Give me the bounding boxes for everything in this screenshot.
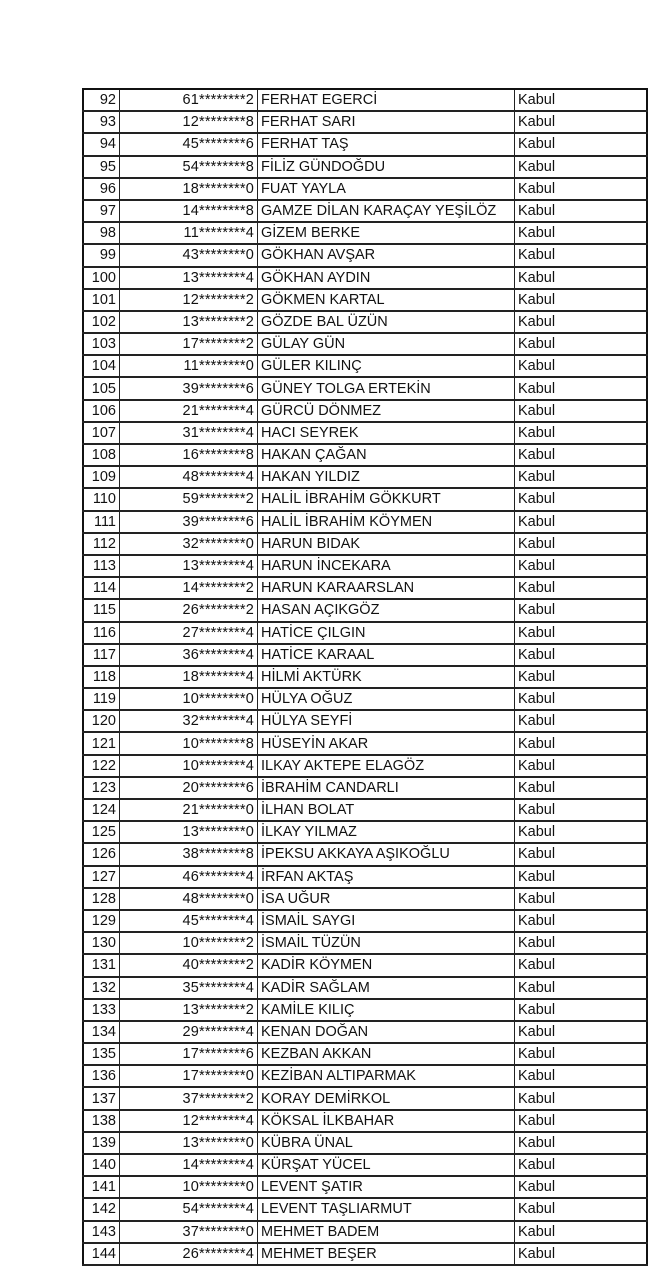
row-number-cell: 129 [83,910,120,932]
masked-id-cell: 17********0 [120,1065,258,1087]
full-name-cell: İSMAİL SAYGI [258,910,515,932]
table-row [83,1110,647,1132]
row-number-cell: 144 [83,1243,120,1265]
status-cell: Kabul [515,1221,648,1243]
row-number-cell: 126 [83,843,120,865]
masked-id-cell: 45********4 [120,910,258,932]
table-row [83,444,647,466]
row-number-cell: 143 [83,1221,120,1243]
masked-id-cell: 10********8 [120,732,258,754]
table-row [83,1043,647,1065]
status-cell: Kabul [515,377,648,399]
row-number-cell: 132 [83,977,120,999]
full-name-cell: HALİL İBRAHİM KÖYMEN [258,511,515,533]
full-name-cell: KADİR KÖYMEN [258,954,515,976]
full-name-cell: İSA UĞUR [258,888,515,910]
masked-id-cell: 39********6 [120,511,258,533]
masked-id-cell: 10********2 [120,932,258,954]
status-cell: Kabul [515,133,648,155]
table-row [83,599,647,621]
masked-id-cell: 20********6 [120,777,258,799]
full-name-cell: GÖKHAN AYDIN [258,267,515,289]
full-name-cell: İRFAN AKTAŞ [258,866,515,888]
status-cell: Kabul [515,555,648,577]
table-row [83,1087,647,1109]
table-row [83,355,647,377]
status-cell: Kabul [515,910,648,932]
row-number-cell: 102 [83,311,120,333]
masked-id-cell: 32********4 [120,710,258,732]
status-cell: Kabul [515,732,648,754]
masked-id-cell: 17********6 [120,1043,258,1065]
full-name-cell: KORAY DEMİRKOL [258,1087,515,1109]
full-name-cell: HALİL İBRAHİM GÖKKURT [258,488,515,510]
row-number-cell: 106 [83,400,120,422]
masked-id-cell: 10********0 [120,688,258,710]
row-number-cell: 107 [83,422,120,444]
row-number-cell: 133 [83,999,120,1021]
row-number-cell: 122 [83,755,120,777]
status-cell: Kabul [515,444,648,466]
status-cell: Kabul [515,422,648,444]
masked-id-cell: 45********6 [120,133,258,155]
full-name-cell: HAKAN YILDIZ [258,466,515,488]
full-name-cell: KADİR SAĞLAM [258,977,515,999]
masked-id-cell: 18********4 [120,666,258,688]
masked-id-cell: 21********0 [120,799,258,821]
masked-id-cell: 39********6 [120,377,258,399]
table-row [83,777,647,799]
full-name-cell: HARUN KARAARSLAN [258,577,515,599]
full-name-cell: FİLİZ GÜNDOĞDU [258,156,515,178]
status-cell: Kabul [515,999,648,1021]
row-number-cell: 136 [83,1065,120,1087]
results-table [82,88,648,1266]
masked-id-cell: 12********2 [120,289,258,311]
status-cell: Kabul [515,644,648,666]
full-name-cell: HİLMİ AKTÜRK [258,666,515,688]
full-name-cell: FERHAT SARI [258,111,515,133]
status-cell: Kabul [515,289,648,311]
row-number-cell: 118 [83,666,120,688]
status-cell: Kabul [515,688,648,710]
row-number-cell: 98 [83,222,120,244]
status-cell: Kabul [515,1176,648,1198]
status-cell: Kabul [515,888,648,910]
masked-id-cell: 12********8 [120,111,258,133]
status-cell: Kabul [515,244,648,266]
full-name-cell: GÖKHAN AVŞAR [258,244,515,266]
row-number-cell: 137 [83,1087,120,1109]
status-cell: Kabul [515,200,648,222]
masked-id-cell: 35********4 [120,977,258,999]
masked-id-cell: 16********8 [120,444,258,466]
table-row [83,577,647,599]
full-name-cell: KÜBRA ÜNAL [258,1132,515,1154]
status-cell: Kabul [515,533,648,555]
masked-id-cell: 37********2 [120,1087,258,1109]
masked-id-cell: 61********2 [120,89,258,111]
full-name-cell: GİZEM BERKE [258,222,515,244]
full-name-cell: FUAT YAYLA [258,178,515,200]
row-number-cell: 142 [83,1198,120,1220]
status-cell: Kabul [515,1198,648,1220]
table-row [83,555,647,577]
full-name-cell: İSMAİL TÜZÜN [258,932,515,954]
full-name-cell: KENAN DOĞAN [258,1021,515,1043]
full-name-cell: GAMZE DİLAN KARAÇAY YEŞİLÖZ [258,200,515,222]
full-name-cell: MEHMET BADEM [258,1221,515,1243]
full-name-cell: HÜSEYİN AKAR [258,732,515,754]
status-cell: Kabul [515,1110,648,1132]
full-name-cell: KAMİLE KILIÇ [258,999,515,1021]
table-row [83,799,647,821]
status-cell: Kabul [515,511,648,533]
status-cell: Kabul [515,599,648,621]
masked-id-cell: 54********4 [120,1198,258,1220]
masked-id-cell: 10********0 [120,1176,258,1198]
masked-id-cell: 13********0 [120,821,258,843]
status-cell: Kabul [515,799,648,821]
full-name-cell: MEHMET BEŞER [258,1243,515,1265]
row-number-cell: 111 [83,511,120,533]
status-cell: Kabul [515,755,648,777]
masked-id-cell: 13********2 [120,999,258,1021]
masked-id-cell: 29********4 [120,1021,258,1043]
table-row [83,400,647,422]
status-cell: Kabul [515,355,648,377]
masked-id-cell: 13********0 [120,1132,258,1154]
masked-id-cell: 36********4 [120,644,258,666]
full-name-cell: GÜLER KILINÇ [258,355,515,377]
table-row [83,244,647,266]
table-row [83,821,647,843]
masked-id-cell: 43********0 [120,244,258,266]
status-cell: Kabul [515,1065,648,1087]
masked-id-cell: 14********2 [120,577,258,599]
table-row [83,422,647,444]
masked-id-cell: 26********2 [120,599,258,621]
row-number-cell: 131 [83,954,120,976]
row-number-cell: 130 [83,932,120,954]
row-number-cell: 139 [83,1132,120,1154]
table-row [83,1154,647,1176]
table-row [83,511,647,533]
masked-id-cell: 26********4 [120,1243,258,1265]
row-number-cell: 101 [83,289,120,311]
masked-id-cell: 13********2 [120,311,258,333]
status-cell: Kabul [515,89,648,111]
status-cell: Kabul [515,777,648,799]
row-number-cell: 138 [83,1110,120,1132]
full-name-cell: HATİCE KARAAL [258,644,515,666]
full-name-cell: KÜRŞAT YÜCEL [258,1154,515,1176]
row-number-cell: 103 [83,333,120,355]
table-row [83,622,647,644]
masked-id-cell: 21********4 [120,400,258,422]
table-row [83,1065,647,1087]
row-number-cell: 100 [83,267,120,289]
row-number-cell: 123 [83,777,120,799]
table-row [83,688,647,710]
table-row [83,289,647,311]
masked-id-cell: 32********0 [120,533,258,555]
masked-id-cell: 54********8 [120,156,258,178]
masked-id-cell: 31********4 [120,422,258,444]
table-row [83,1243,647,1265]
masked-id-cell: 48********4 [120,466,258,488]
table-row [83,666,647,688]
full-name-cell: GÜRCÜ DÖNMEZ [258,400,515,422]
status-cell: Kabul [515,466,648,488]
table-row [83,466,647,488]
status-cell: Kabul [515,1132,648,1154]
table-row [83,533,647,555]
status-cell: Kabul [515,1021,648,1043]
row-number-cell: 124 [83,799,120,821]
table-row [83,311,647,333]
masked-id-cell: 11********0 [120,355,258,377]
status-cell: Kabul [515,821,648,843]
full-name-cell: GÖZDE BAL ÜZÜN [258,311,515,333]
full-name-cell: İLHAN BOLAT [258,799,515,821]
status-cell: Kabul [515,488,648,510]
full-name-cell: GÖKMEN KARTAL [258,289,515,311]
masked-id-cell: 11********4 [120,222,258,244]
row-number-cell: 110 [83,488,120,510]
full-name-cell: LEVENT ŞATIR [258,1176,515,1198]
masked-id-cell: 48********0 [120,888,258,910]
row-number-cell: 120 [83,710,120,732]
row-number-cell: 97 [83,200,120,222]
table-row [83,999,647,1021]
table-row [83,866,647,888]
masked-id-cell: 18********0 [120,178,258,200]
row-number-cell: 93 [83,111,120,133]
table-row [83,644,647,666]
table-row [83,1132,647,1154]
status-cell: Kabul [515,1243,648,1265]
table-row [83,1198,647,1220]
full-name-cell: HÜLYA OĞUZ [258,688,515,710]
full-name-cell: KEZBAN AKKAN [258,1043,515,1065]
status-cell: Kabul [515,577,648,599]
table-row [83,977,647,999]
table-row [83,200,647,222]
row-number-cell: 116 [83,622,120,644]
full-name-cell: HACI SEYREK [258,422,515,444]
table-row [83,333,647,355]
masked-id-cell: 10********4 [120,755,258,777]
status-cell: Kabul [515,977,648,999]
status-cell: Kabul [515,710,648,732]
status-cell: Kabul [515,222,648,244]
status-cell: Kabul [515,866,648,888]
full-name-cell: HARUN İNCEKARA [258,555,515,577]
full-name-cell: LEVENT TAŞLIARMUT [258,1198,515,1220]
row-number-cell: 125 [83,821,120,843]
table-row [83,156,647,178]
masked-id-cell: 14********8 [120,200,258,222]
masked-id-cell: 17********2 [120,333,258,355]
row-number-cell: 104 [83,355,120,377]
full-name-cell: FERHAT TAŞ [258,133,515,155]
full-name-cell: HATİCE ÇILGIN [258,622,515,644]
status-cell: Kabul [515,156,648,178]
status-cell: Kabul [515,622,648,644]
row-number-cell: 128 [83,888,120,910]
row-number-cell: 99 [83,244,120,266]
table-row [83,1221,647,1243]
masked-id-cell: 27********4 [120,622,258,644]
status-cell: Kabul [515,1087,648,1109]
full-name-cell: KEZİBAN ALTIPARMAK [258,1065,515,1087]
table-row [83,710,647,732]
full-name-cell: HARUN BIDAK [258,533,515,555]
masked-id-cell: 13********4 [120,555,258,577]
status-cell: Kabul [515,400,648,422]
row-number-cell: 95 [83,156,120,178]
row-number-cell: 108 [83,444,120,466]
row-number-cell: 114 [83,577,120,599]
full-name-cell: GÜLAY GÜN [258,333,515,355]
row-number-cell: 112 [83,533,120,555]
row-number-cell: 121 [83,732,120,754]
masked-id-cell: 13********4 [120,267,258,289]
table-row [83,843,647,865]
status-cell: Kabul [515,954,648,976]
status-cell: Kabul [515,178,648,200]
full-name-cell: GÜNEY TOLGA ERTEKİN [258,377,515,399]
status-cell: Kabul [515,311,648,333]
row-number-cell: 117 [83,644,120,666]
masked-id-cell: 14********4 [120,1154,258,1176]
table-row [83,1021,647,1043]
full-name-cell: KÖKSAL İLKBAHAR [258,1110,515,1132]
table-row [83,732,647,754]
table-row [83,888,647,910]
row-number-cell: 109 [83,466,120,488]
table-row [83,932,647,954]
masked-id-cell: 59********2 [120,488,258,510]
table-row [83,1176,647,1198]
row-number-cell: 115 [83,599,120,621]
full-name-cell: HASAN AÇIKGÖZ [258,599,515,621]
status-cell: Kabul [515,267,648,289]
masked-id-cell: 38********8 [120,843,258,865]
table-row [83,377,647,399]
masked-id-cell: 12********4 [120,1110,258,1132]
table-row [83,910,647,932]
table-row [83,755,647,777]
full-name-cell: İLKAY YILMAZ [258,821,515,843]
row-number-cell: 141 [83,1176,120,1198]
status-cell: Kabul [515,1154,648,1176]
row-number-cell: 96 [83,178,120,200]
table-row [83,222,647,244]
row-number-cell: 113 [83,555,120,577]
masked-id-cell: 46********4 [120,866,258,888]
table-row [83,267,647,289]
row-number-cell: 127 [83,866,120,888]
status-cell: Kabul [515,932,648,954]
row-number-cell: 134 [83,1021,120,1043]
table-row [83,89,647,111]
row-number-cell: 119 [83,688,120,710]
masked-id-cell: 40********2 [120,954,258,976]
table-row [83,178,647,200]
status-cell: Kabul [515,111,648,133]
row-number-cell: 94 [83,133,120,155]
row-number-cell: 92 [83,89,120,111]
table-row [83,133,647,155]
row-number-cell: 140 [83,1154,120,1176]
full-name-cell: HÜLYA SEYFİ [258,710,515,732]
row-number-cell: 105 [83,377,120,399]
full-name-cell: İBRAHİM CANDARLI [258,777,515,799]
status-cell: Kabul [515,666,648,688]
masked-id-cell: 37********0 [120,1221,258,1243]
full-name-cell: FERHAT EGERCİ [258,89,515,111]
row-number-cell: 135 [83,1043,120,1065]
results-table-body [83,89,647,1265]
status-cell: Kabul [515,843,648,865]
full-name-cell: HAKAN ÇAĞAN [258,444,515,466]
status-cell: Kabul [515,1043,648,1065]
table-row [83,111,647,133]
full-name-cell: ILKAY AKTEPE ELAGÖZ [258,755,515,777]
status-cell: Kabul [515,333,648,355]
table-row [83,488,647,510]
table-row [83,954,647,976]
full-name-cell: İPEKSU AKKAYA AŞIKOĞLU [258,843,515,865]
